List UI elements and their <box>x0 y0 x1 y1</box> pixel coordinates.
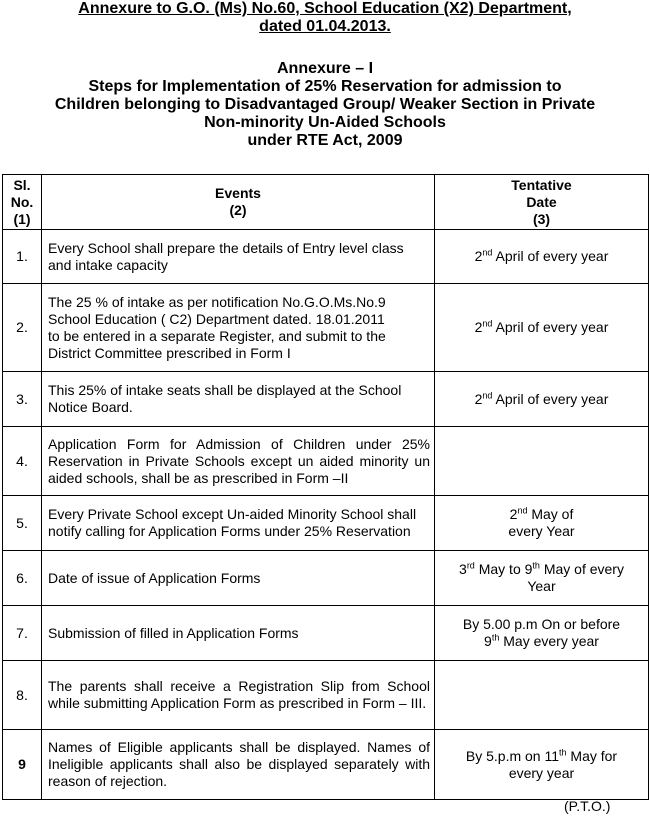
sl-no-cell: 2. <box>3 284 42 372</box>
sl-no-cell: 4. <box>3 427 42 496</box>
go-reference-heading <box>0 0 650 36</box>
event-cell: Date of issue of Application Forms <box>42 551 435 606</box>
table-row <box>3 496 649 551</box>
event-cell: Every School shall prepare the details of Entry level class and intake capacity <box>42 230 435 284</box>
sl-no-cell: 9 <box>3 730 42 800</box>
go-reference-line-1: Annexure to G.O. (Ms) No.60, School Education (X2) Department, <box>78 0 572 17</box>
event-cell: The parents shall receive a Registration Slip from School while submitting Application Form as prescribed in Form – III. <box>42 661 435 730</box>
annexure-title <box>0 60 650 150</box>
event-cell: Names of Eligible applicants shall be displayed. Names of Ineligible applicants shall also be displayed separately with reason of rejection. <box>42 730 435 800</box>
event-cell: The 25 % of intake as per notification No.G.O.Ms.No.9 School Education ( C2) Department dated. 18.01.2011 to be entered in a separate Register, and submit to the District Committee prescribed in Form I <box>42 284 435 372</box>
go-reference-line-2: dated 01.04.2013. <box>259 18 391 35</box>
date-cell-empty <box>435 661 649 730</box>
table-row <box>3 606 649 661</box>
table-row <box>3 661 649 730</box>
table-row <box>3 284 649 372</box>
table-header-row <box>3 175 649 230</box>
table-row <box>3 551 649 606</box>
table-row <box>3 372 649 427</box>
pto-note: (P.T.O.) <box>564 798 611 814</box>
date-cell: By 5.p.m on 11th May for every year <box>435 730 649 800</box>
annexure-label: Annexure – I <box>276 60 374 77</box>
table-row <box>3 427 649 496</box>
title-line-1: Steps for Implementation of 25% Reservation for admission to <box>88 78 562 95</box>
title-line-3: Non-minority Un-Aided Schools <box>204 114 446 131</box>
sl-no-cell: 1. <box>3 230 42 284</box>
sl-no-cell: 3. <box>3 372 42 427</box>
date-cell: 2nd April of every year <box>435 284 649 372</box>
sl-no-header: Sl. No. (1) <box>3 175 42 230</box>
table-row <box>3 230 649 284</box>
date-cell-empty <box>435 427 649 496</box>
date-cell: 2nd April of every year <box>435 230 649 284</box>
date-cell: By 5.00 p.m On or before 9th May every year <box>435 606 649 661</box>
steps-table <box>2 174 649 800</box>
sl-no-cell: 6. <box>3 551 42 606</box>
event-cell: This 25% of intake seats shall be displayed at the School Notice Board. <box>42 372 435 427</box>
title-line-4: under RTE Act, 2009 <box>247 132 403 149</box>
sl-no-cell: 8. <box>3 661 42 730</box>
event-cell: Every Private School except Un-aided Minority School shall notify calling for Application Forms under 25% Reservation <box>42 496 435 551</box>
event-cell: Submission of filled in Application Forms <box>42 606 435 661</box>
event-cell: Application Form for Admission of Children under 25% Reservation in Private Schools except un aided minority un aided schools, shall be as prescribed in Form –II <box>42 427 435 496</box>
date-cell: 3rd May to 9th May of every Year <box>435 551 649 606</box>
title-line-2: Children belonging to Disadvantaged Group/ Weaker Section in Private <box>54 96 596 113</box>
events-header: Events (2) <box>42 175 435 230</box>
sl-no-cell: 5. <box>3 496 42 551</box>
tentative-date-header: Tentative Date (3) <box>435 175 649 230</box>
date-cell: 2nd April of every year <box>435 372 649 427</box>
table-row <box>3 730 649 800</box>
sl-no-cell: 7. <box>3 606 42 661</box>
date-cell: 2nd May of every Year <box>435 496 649 551</box>
